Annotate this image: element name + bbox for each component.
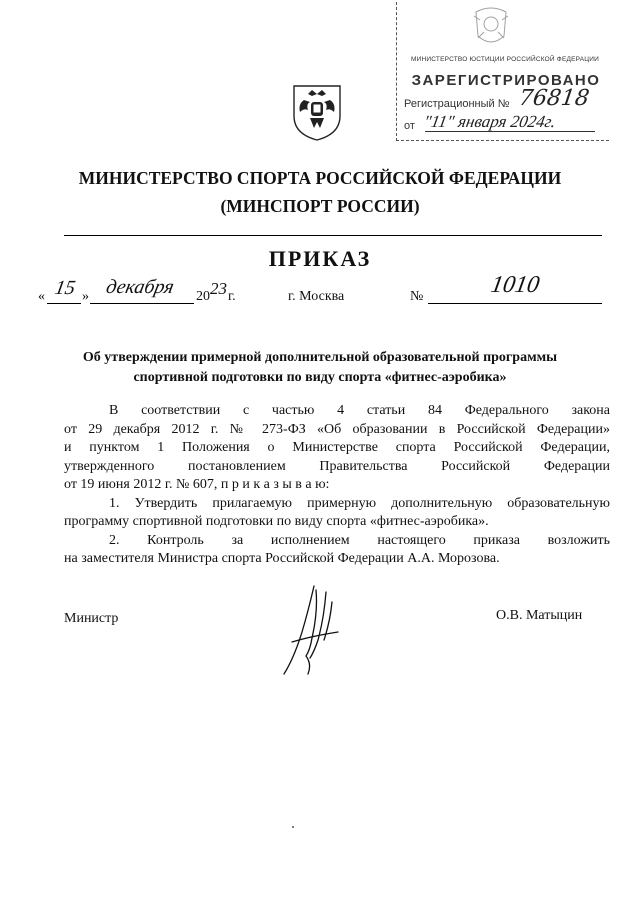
subject-line-1: Об утверждении примерной дополнительной образовательной программы (82, 350, 558, 365)
handwritten-signature (272, 582, 352, 678)
stamp-reg-label: Регистрационный № (404, 98, 510, 110)
year-unit: г. (228, 289, 236, 304)
signer-role: Министр (64, 611, 119, 626)
body-line: от 29 декабря 2012 г. № 273-ФЗ «Об образовании в Российской Федерации» (64, 421, 610, 437)
stamp-from-label: от (404, 120, 415, 132)
body-line: В соответствии с частью 4 статьи 84 Федерального закона (109, 403, 610, 418)
number-underline (428, 303, 602, 304)
body-line: программу спортивной подготовки по виду спорта «фитнес-аэробика». (64, 514, 489, 529)
stamp-title: ЗАРЕГИСТРИРОВАНО (411, 72, 601, 89)
year-suffix: 23 (210, 279, 227, 298)
body-line: от 19 июня 2012 г. № 607, п р и к а з ы в а ю: (64, 477, 330, 492)
year-prefix: 20 (196, 289, 210, 304)
document-subject (70, 348, 570, 388)
body-line: утвержденного постановлением Правительства Российской Федерации (64, 458, 610, 474)
ministry-short-name: (МИНСПОРТ РОССИИ) (220, 196, 420, 216)
document-type-title: ПРИКАЗ (268, 246, 372, 271)
date-quote-open: « (38, 289, 45, 304)
stamp-reg-number: 76818 (517, 86, 591, 111)
stamp-reg-date: "11" января 2024г. (422, 112, 558, 131)
body-line: и пунктом 1 Положения о Министерстве спорта Российской Федерации, (64, 440, 610, 455)
month-underline (90, 303, 194, 304)
day-underline (47, 303, 81, 304)
document-month: декабря (104, 276, 177, 298)
date-quote-close: » (82, 289, 89, 304)
stamp-emblem-icon (468, 6, 514, 50)
body-line: на заместителя Министра спорта Российской Федерации А.А. Морозова. (64, 551, 500, 566)
subject-line-2: спортивной подготовки по виду спорта «фитнес-аэробика» (133, 370, 507, 385)
stamp-date-line (425, 131, 595, 132)
body-line: 1. Утвердить прилагаемую примерную дополнительную образовательную (109, 495, 610, 511)
signer-name: О.В. Матыцин (496, 608, 583, 623)
document-city: г. Москва (288, 289, 345, 304)
ministry-name: МИНИСТЕРСТВО СПОРТА РОССИЙСКОЙ ФЕДЕРАЦИИ (78, 168, 562, 188)
document-number: 1010 (488, 272, 542, 298)
ministry-header (40, 164, 600, 220)
stamp-organization: МИНИСТЕРСТВО ЮСТИЦИИ РОССИЙСКОЙ ФЕДЕРАЦИИ (410, 56, 600, 63)
coat-of-arms-icon (290, 82, 344, 142)
page-mark (292, 826, 294, 828)
number-sign: № (410, 289, 424, 304)
document-body (64, 402, 610, 569)
document-day: 15 (53, 277, 78, 299)
body-line: 2. Контроль за исполнением настоящего приказа возложить (109, 532, 610, 548)
header-divider (64, 235, 602, 236)
